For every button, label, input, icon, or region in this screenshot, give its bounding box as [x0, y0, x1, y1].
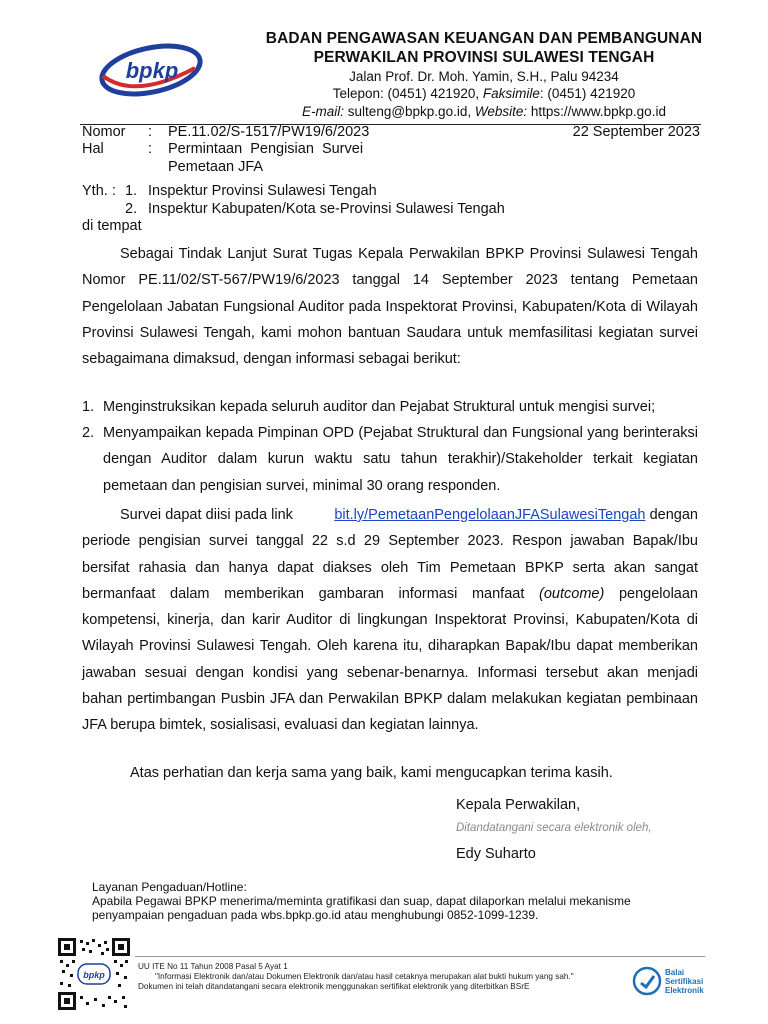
qr-logo-text: bpkp — [83, 970, 105, 980]
qr-code — [58, 938, 130, 1010]
hotline-title: Layanan Pengaduan/Hotline: — [92, 880, 247, 894]
org-name-line2: PERWAKILAN PROVINSI SULAWESI TENGAH — [313, 49, 655, 66]
body-paragraph-1: Sebagai Tindak Lanjut Surat Tugas Kepala Perwakilan BPKP Provinsi Sulawesi Tengah Nomor PE.11/02/ST-567/PW19/6/2023 tanggal 14 September 2023 tentang Pemetaan Pengelolaan Jabatan Fungsional Auditor pada Inspektorat Provinsi, Kabupaten/Kota di Wilayah Provinsi Sulawesi Tengah, kami mohon bantuan Saudara untuk memfasilitasi kegiatan survei sebagaimana dimaksud, dengan informasi sebagai berikut: — [82, 246, 698, 368]
nomor-label: Nomor — [82, 124, 126, 140]
list-item-1: 1. Menginstruksikan kepada seluruh auditor dan Pejabat Struktural untuk mengisi survei; — [82, 394, 698, 420]
letter-date: 22 September 2023 — [572, 124, 700, 140]
footer-divider — [135, 956, 705, 957]
ite-law-line2: "Informasi Elektronik dan/atau Dokumen Elektronik dan/atau hasil cetaknya merupakan alat bukti hukum yang sah." — [155, 972, 574, 981]
nomor-value: PE.11.02/S-1517/PW19/6/2023 — [168, 124, 370, 140]
survey-link[interactable]: bit.ly/PemetaanPengelolaanJFASulawesiTengah — [334, 507, 646, 523]
list-item-2: 2. Menyampaikan kepada Pimpinan OPD (Pejabat Struktural dan Fungsional yang berinteraksi dengan Auditor dalam kurun waktu satu tahun terakhir)/Stakeholder terkait kegiatan pemetaan dan pengisian survei, minimal 30 orang responden. — [82, 420, 698, 499]
org-phone: Telepon: (0451) 421920, Faksimile: (0451) 421920 — [332, 86, 636, 101]
recipient-1-number: 1. — [125, 183, 138, 199]
yth-label: Yth. : — [82, 183, 116, 199]
list-item-1-number: 1. — [82, 399, 95, 415]
list-item-2-number: 2. — [82, 425, 95, 441]
bsre-logo-icon — [632, 966, 662, 996]
logo-text: bpkp — [125, 58, 179, 83]
nomor-colon: : — [148, 124, 153, 140]
hal-colon: : — [148, 141, 153, 157]
org-name-line1: BADAN PENGAWASAN KEUANGAN DAN PEMBANGUNAN — [265, 30, 703, 47]
ite-law-line3: Dokumen ini telah ditandatangani secara elektronik menggunakan sertifikat elektronik yang diterbitkan BSrE — [138, 982, 530, 991]
hotline-text-line1: Apabila Pegawai BPKP menerima/meminta gratifikasi dan suap, dapat dilaporkan melalui mekanisme — [92, 894, 631, 908]
signature-note: Ditandatangani secara elektronik oleh, — [456, 822, 652, 834]
hal-label: Hal — [82, 141, 104, 157]
closing-sentence: Atas perhatian dan kerja sama yang baik, kami mengucapkan terima kasih. — [130, 765, 613, 781]
hotline-text-line2: penyampaian pengaduan pada wbs.bpkp.go.id atau menghubungi 0852-1099-1239. — [92, 908, 539, 922]
signature-title: Kepala Perwakilan, — [456, 797, 581, 813]
ite-law-line1: UU ITE No 11 Tahun 2008 Pasal 5 Ayat 1 — [138, 962, 288, 971]
recipient-2-number: 2. — [125, 201, 138, 217]
recipient-1: Inspektur Provinsi Sulawesi Tengah — [148, 183, 377, 199]
recipient-2: Inspektur Kabupaten/Kota se-Provinsi Sulawesi Tengah — [148, 201, 505, 217]
bsre-label: Balai Sertifikasi Elektronik — [665, 968, 704, 995]
hal-value-line2: Pemetaan JFA — [168, 159, 264, 175]
body-paragraph-2: Survei dapat diisi pada link bit.ly/PemetaanPengelolaanJFASulawesiTengah dengan periode pengisian survei tanggal 22 s.d 29 September 2023. Respon jawaban Bapak/Ibu bersifat rahasia dan hanya dapat diakses oleh Tim Pemetaan BPKP serta akan sangat bermanfaat dalam memberikan gambaran informasi manfaat (outcome) pengelolaan kompetensi, kinerja, dan karir Auditor di lingkungan Inspektorat Provinsi, Kabupaten/Kota di Wilayah Provinsi Sulawesi Tengah. Oleh karena itu, diharapkan Bapak/Ibu dapat memberikan jawaban sesuai dengan kondisi yang sebenar-benarnya. Informasi tersebut akan menjadi bahan pertimbangan Pusbin JFA dan Perwakilan BPKP dalam melakukan kegiatan pembinaan JFA berupa bimtek, sosialisasi, evaluasi dan kegiatan lainnya. — [82, 507, 698, 734]
hal-value-line1: Permintaan Pengisian Survei — [168, 141, 364, 157]
recipient-place: di tempat — [82, 218, 142, 234]
bpkp-logo — [95, 38, 213, 100]
org-address: Jalan Prof. Dr. Moh. Yamin, S.H., Palu 94234 — [349, 69, 619, 84]
signature-name: Edy Suharto — [456, 846, 536, 862]
org-contact: E-mail: sulteng@bpkp.go.id, Website: https://www.bpkp.go.id — [302, 104, 666, 119]
